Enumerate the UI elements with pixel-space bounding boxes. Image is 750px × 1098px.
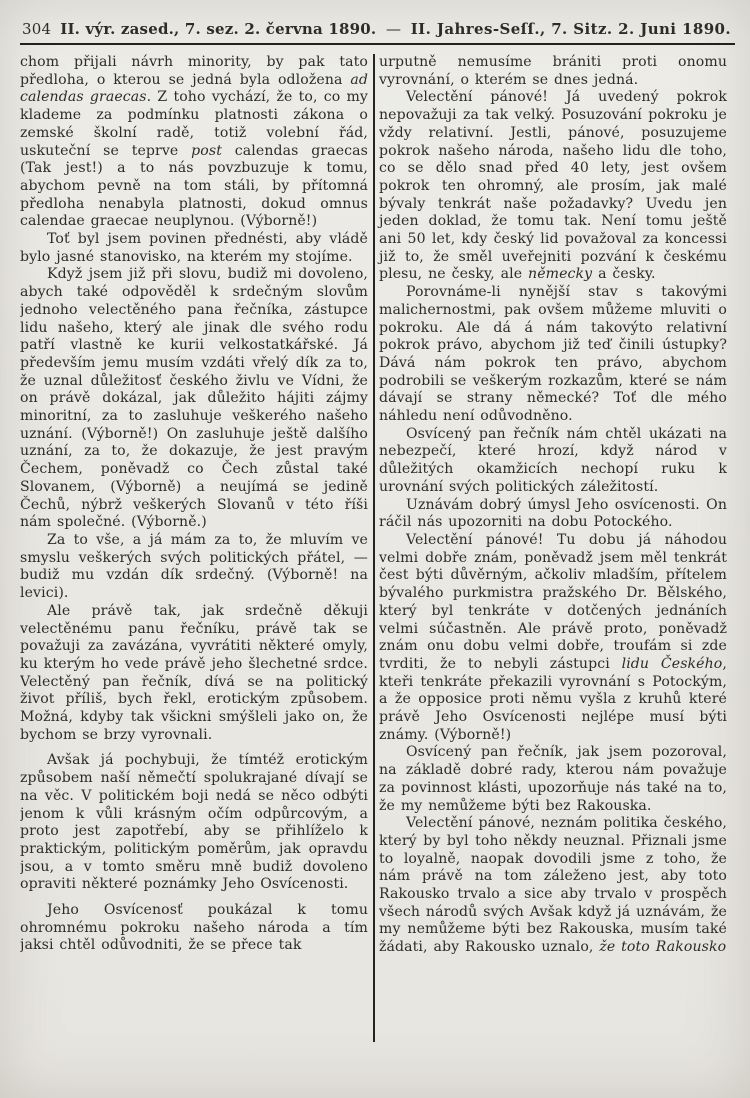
text-segment: . Z toho vychází, že to, co my klademe za podmínku platnosti zákona o zemské školní radě, totiž volební řád, uskuteční se teprve: [20, 89, 368, 159]
paragraph: [20, 752, 368, 894]
text-segment: Uznávám dobrý úmysl Jeho osvícenosti. On ráčil nás upozorniti na dobu Potockého.: [379, 496, 727, 531]
text-segment: Velectění pánové! Tu dobu já náhodou velmi dobře znám, poněvadž jsem měl tenkrát čest býti důvěrným, ačkoliv mladším, přítelem bývalého purkmistra pražského Dr. Bělského, který byl tenkráte v dotčených jednáních velmi súčastněn. Ale právě proto, poněvadž znám onu dobu velmi dobře, troufám si zde tvrditi, že to nebyli zástupci: [379, 531, 727, 672]
column-divider: [373, 54, 375, 1042]
paragraph: [20, 266, 368, 532]
paragraph: [379, 54, 727, 89]
paragraph: [379, 426, 727, 497]
text-segment: Když jsem již při slovu, budiž mi dovoleno, abych také odpověděl k srdečným slovům jednoho velectěného pana řečníka, zástupce lidu našeho, který ale jinak dle svého rodu patří vlastně ke kurii velkostatkářské. Já především jemu musím vzdáti vřelý dík za to, že uznal důležitosť českého živlu ve Vídni, že on právě dokázal, jak důležito hájiti zájmy minoritní, za to zasluhuje veškerého našeho uznání. (Výborně!) On zasluhuje ještě dalšího uznání, za to, že dokazuje, že jest pravým Čechem, poněvadž co Čech zůstal také Slovanem, (Výborně) a neujímá se jedině Čechů, nýbrž veškerých Slovanů v této říši nám společné. (Výborně.): [20, 266, 368, 531]
paragraph: [379, 497, 727, 532]
header-czech-session: II. výr. zased., 7. sez. 2. června 1890.: [60, 20, 377, 38]
paragraph: [20, 54, 368, 231]
column-left: [20, 54, 368, 1054]
text-segment: chom přijali návrh minority, by pak tato předloha, o kterou se jedná byla odložena: [20, 54, 368, 88]
paragraph: [379, 744, 727, 815]
italic-text-segment: že toto Rakousko: [599, 939, 727, 956]
text-columns: [20, 54, 735, 1054]
text-segment: urputně nemusíme brániti proti onomu vyrovnání, o kterém se dnes jedná.: [379, 54, 727, 88]
text-segment: Jeho Osvícenosť poukázal k tomu ohromnému pokroku našeho národa a tím jaksi chtěl odůvodniti, že se přece tak: [20, 902, 368, 954]
text-segment: Ale právě tak, jak srdečně děkuji velectěnému panu řečníku, právě tak se považuji za zavázána, vyvrátiti některé omyly, ku kterým ho vede právě jeho šlechetné srdce. Velectěný pan řečník, dívá se na politický život příliš, bych řekl, erotickým způsobem. Možná, kdyby tak všickni smýšleli jako on, že bychom se brzy vyrovnali.: [20, 602, 368, 743]
text-segment: Velectění pánové! Já uvedený pokrok nepovažuji za tak velký. Posuzování pokroku je vždy relativní. Jestli, pánové, posuzujeme pokrok našeho národa, našeho lidu dle toho, co se dělo snad před 40 lety, jest ovšem pokrok ten ohromný, ale prosím, jak malé bývaly tenkrát naše požadavky? Uvedu jen jeden doklad, že tomu tak. Není tomu ještě ani 50 let, kdy český lid považoval za koncessi již to, že směl uveřejniti pozvání k českému plesu, ne česky, ale: [379, 89, 727, 283]
paragraph: [379, 532, 727, 744]
text-segment: Avšak já pochybuji, že tímtéž erotickým způsobem naší němečtí spolukrajané dívají se na věc. V politickém boji nedá se něco odbýti jenom k vůli krásným očím odpůrcovým, a proto jest zapotřebí, aby se přihlíželo k praktickým, politickým poměrům, jak opravdu jsou, a v tomto směru mně budiž dovoleno opraviti některé poznámky Jeho Osvícenosti.: [20, 752, 368, 893]
text-segment: Osvícený pan řečník, jak jsem pozoroval, na základě dobré rady, kterou nám považuje za povinnost klásti, upozorňuje nás také na to, že my nemůžeme býti bez Rakouska.: [379, 744, 727, 814]
paragraph: [379, 89, 727, 284]
header-dash: —: [385, 20, 402, 38]
italic-text-segment: post: [191, 142, 222, 159]
header-rule: [20, 43, 735, 45]
italic-text-segment: lidu Českého: [621, 655, 723, 672]
text-segment: , kteři tenkráte překazili vyrovnání s Potockým, a že opposice proti němu vyšla z kruhů které právě Jeho Osvícenosti nejlépe musí býti známy. (Výborně!): [379, 655, 727, 743]
text-segment: calendas graecas (Tak jest!) a to nás povzbuzuje k tomu, abychom pevně na tom stáli, by přítomná předloha nenabyla platnosti, dokud omnus calendae graecae neuplynou. (Výborně!): [20, 142, 369, 230]
italic-text-segment: německy: [528, 266, 593, 283]
page-number: 304: [22, 20, 52, 38]
paragraph: [20, 231, 368, 266]
paragraph: [20, 603, 368, 745]
paragraph: [20, 902, 368, 955]
column-right: [379, 54, 727, 1054]
text-segment: Velectění pánové, neznám politika českého, který by byl toho někdy neuznal. Přiznali jsme to loyalně, naopak dovodili jsme z toho, že nám právě na tom záleženo jest, aby toto Rakousko trvalo a sice aby trvalo v prospěch všech národů svých Avšak když já uznávám, že my nemůžeme býti bez Rakouska, musím také žádati, aby Rakousko uznalo,: [379, 815, 727, 956]
paragraph: [379, 284, 727, 426]
text-segment: a česky.: [592, 266, 656, 283]
paragraph: [20, 532, 368, 603]
text-segment: Osvícený pan řečník nám chtěl ukázati na nebezpečí, které hrozí, když národ v důležitých okamžicích nechopí ruku k urovnání svých politických záležitostí.: [379, 425, 727, 495]
header-german-session: II. Jahres-Seſſ., 7. Sitz. 2. Juni 1890.: [410, 20, 731, 38]
paragraph: [379, 815, 727, 957]
text-segment: Porovnáme-li nynější stav s takovými malichernostmi, pak ovšem můžeme mluviti o pokroku. Ale dá á nám takovýto relativní pokrok právo, abychom již teď činili ústupky? Dává nám pokrok ten právo, abychom podrobili se veškerým rozkazům, které se nám dávají se strany německé? Toť dle mého náhledu není odůvodněno.: [379, 284, 727, 425]
page-header: [20, 20, 735, 38]
italic-text-segment: ad calendas graecas: [20, 71, 368, 106]
text-segment: Toť byl jsem povinen přednésti, aby vládě bylo jasné stanovisko, na kterém my stojíme.: [20, 231, 368, 265]
text-segment: Za to vše, a já mám za to, že mluvím ve smyslu veškerých svých politických přátel, — budiž mu vzdán dík srdečný. (Výborně! na levici).: [20, 531, 368, 602]
